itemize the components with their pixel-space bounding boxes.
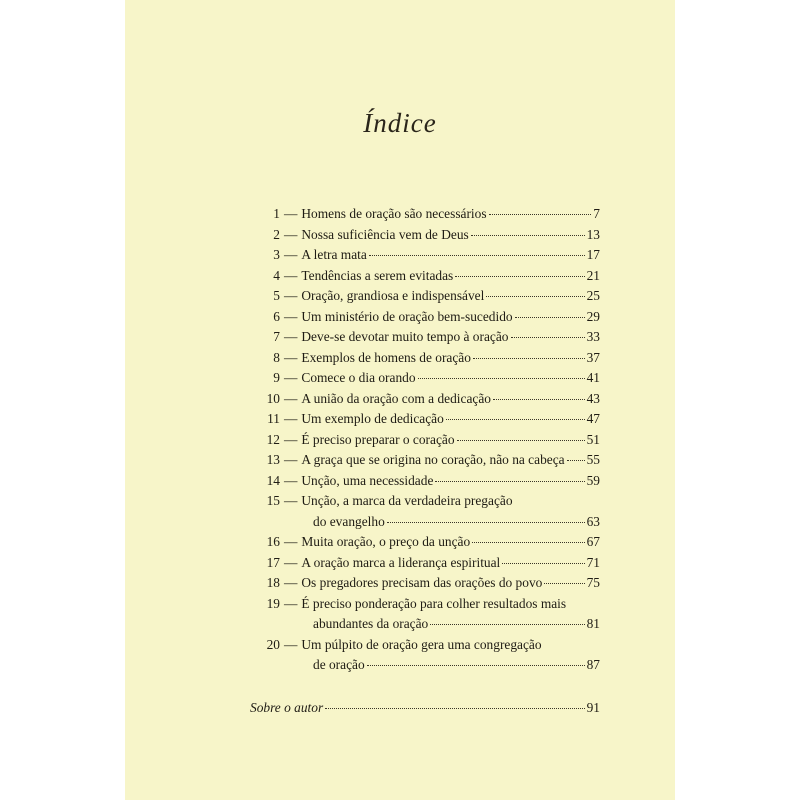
chapter-number: 20 bbox=[266, 636, 280, 652]
chapter-number: 3 bbox=[273, 247, 280, 262]
chapter-title: Unção, a marca da verdadeira pregação bbox=[301, 493, 513, 508]
toc-entry-about-author bbox=[250, 698, 600, 719]
page-number: 59 bbox=[586, 472, 600, 488]
toc-entry-line bbox=[250, 327, 600, 348]
chapter-title: Homens de oração são necessários bbox=[301, 206, 487, 221]
toc-entry-line bbox=[250, 266, 600, 287]
chapter-number: 17 bbox=[266, 554, 280, 570]
chapter-dash: — bbox=[284, 267, 298, 283]
page-number: 33 bbox=[586, 329, 600, 344]
chapter-number: 6 bbox=[273, 308, 280, 324]
dot-leader bbox=[367, 664, 585, 666]
toc-entry bbox=[250, 266, 600, 287]
chapter-dash: — bbox=[284, 411, 298, 426]
page-number: 91 bbox=[586, 699, 600, 715]
chapter-dash: — bbox=[284, 636, 298, 652]
chapter-title: A união da oração com a dedicação bbox=[301, 390, 491, 406]
toc-entry bbox=[250, 327, 600, 348]
dot-leader bbox=[446, 418, 585, 420]
dot-leader bbox=[387, 521, 585, 523]
toc-entry bbox=[250, 368, 600, 389]
page-number: 67 bbox=[586, 534, 600, 549]
toc-entry bbox=[250, 553, 600, 574]
dot-leader bbox=[435, 480, 584, 482]
chapter-dash: — bbox=[284, 349, 298, 365]
chapter-title: Comece o dia orando bbox=[301, 370, 416, 385]
chapter-title: Os pregadores precisam das orações do povo bbox=[301, 575, 543, 590]
toc-entry-line bbox=[250, 532, 600, 553]
page-number: 87 bbox=[586, 657, 600, 672]
toc-entry-line bbox=[250, 389, 600, 410]
toc-entry bbox=[250, 532, 600, 553]
dot-leader bbox=[511, 336, 585, 338]
chapter-title: Um púlpito de oração gera uma congregação bbox=[301, 636, 542, 652]
chapter-number: 14 bbox=[266, 472, 280, 488]
chapter-number: 16 bbox=[266, 534, 280, 549]
chapter-title: Exemplos de homens de oração bbox=[301, 349, 471, 365]
dot-leader bbox=[489, 213, 592, 215]
toc-entry bbox=[250, 286, 600, 307]
page-number: 41 bbox=[586, 370, 600, 385]
chapter-dash: — bbox=[284, 247, 298, 262]
chapter-title: Nossa suficiência vem de Deus bbox=[301, 226, 469, 242]
chapter-dash: — bbox=[284, 534, 298, 549]
page-number: 51 bbox=[586, 431, 600, 447]
chapter-number: 18 bbox=[266, 575, 280, 590]
dot-leader bbox=[430, 623, 584, 625]
chapter-number: 7 bbox=[273, 329, 280, 344]
dot-leader bbox=[544, 582, 584, 584]
chapter-title: A letra mata bbox=[301, 247, 367, 262]
dot-leader bbox=[493, 398, 585, 400]
toc-entry-line bbox=[250, 348, 600, 369]
toc-entry bbox=[250, 389, 600, 410]
chapter-dash: — bbox=[284, 431, 298, 447]
book-page bbox=[125, 0, 675, 800]
toc-entry-line bbox=[250, 655, 600, 676]
toc-entry bbox=[250, 348, 600, 369]
chapter-number: 13 bbox=[266, 452, 280, 467]
toc-entry bbox=[250, 471, 600, 492]
dot-leader bbox=[418, 377, 585, 379]
chapter-number: 8 bbox=[273, 349, 280, 365]
toc-entry-line bbox=[250, 512, 600, 533]
toc-entry bbox=[250, 450, 600, 471]
page-number: 63 bbox=[586, 513, 600, 529]
chapter-dash: — bbox=[284, 226, 298, 242]
page-number: 29 bbox=[586, 308, 600, 324]
dot-leader bbox=[457, 439, 585, 441]
toc-entry-line bbox=[250, 553, 600, 574]
dot-leader bbox=[369, 254, 585, 256]
dot-leader bbox=[473, 357, 585, 359]
toc-entry bbox=[250, 573, 600, 594]
page-number: 37 bbox=[586, 349, 600, 365]
chapter-title: abundantes da oração bbox=[313, 616, 429, 631]
toc-entry bbox=[250, 409, 600, 430]
chapter-title: Tendências a serem evitadas bbox=[301, 267, 454, 283]
chapter-title: Um ministério de oração bem-sucedido bbox=[301, 308, 513, 324]
chapter-dash: — bbox=[284, 554, 298, 570]
chapter-title: Oração, grandiosa e indispensável bbox=[301, 288, 485, 303]
dot-leader bbox=[471, 234, 585, 236]
page-title: Índice bbox=[363, 108, 437, 138]
chapter-title: É preciso preparar o coração bbox=[301, 431, 455, 447]
page-number: 43 bbox=[586, 390, 600, 406]
dot-leader bbox=[472, 541, 584, 543]
toc-entry-line bbox=[250, 450, 600, 471]
chapter-dash: — bbox=[284, 308, 298, 324]
toc-entry bbox=[250, 204, 600, 225]
toc-entry-line bbox=[250, 409, 600, 430]
chapter-dash: — bbox=[284, 390, 298, 406]
chapter-dash: — bbox=[284, 452, 298, 467]
chapter-title: Deve-se devotar muito tempo à oração bbox=[301, 329, 509, 344]
chapter-number: 9 bbox=[273, 370, 280, 385]
page-number: 17 bbox=[586, 247, 600, 262]
dot-leader bbox=[486, 295, 584, 297]
toc-entry-line bbox=[250, 614, 600, 635]
chapter-number: 4 bbox=[273, 267, 280, 283]
dot-leader bbox=[515, 316, 585, 318]
toc-entry bbox=[250, 225, 600, 246]
chapter-title: A oração marca a liderança espiritual bbox=[301, 554, 501, 570]
chapter-title: de oração bbox=[313, 657, 365, 672]
chapter-dash: — bbox=[284, 575, 298, 590]
page-number: 47 bbox=[586, 411, 600, 426]
chapter-title: A graça que se origina no coração, não na cabeça bbox=[301, 452, 565, 467]
toc-entry-line bbox=[250, 307, 600, 328]
chapter-title: do evangelho bbox=[313, 513, 385, 529]
chapter-dash: — bbox=[284, 370, 298, 385]
toc-entry-line bbox=[250, 635, 600, 656]
page-number: 7 bbox=[593, 206, 600, 221]
chapter-number: 11 bbox=[267, 411, 280, 426]
chapter-dash: — bbox=[284, 329, 298, 344]
chapter-title: Unção, uma necessidade bbox=[301, 472, 434, 488]
page-number: 55 bbox=[586, 452, 600, 467]
chapter-number: 10 bbox=[266, 390, 280, 406]
toc-entry-line bbox=[250, 245, 600, 266]
chapter-dash: — bbox=[284, 472, 298, 488]
page-number: 13 bbox=[586, 226, 600, 242]
chapter-number: 19 bbox=[266, 595, 280, 611]
chapter-dash: — bbox=[284, 288, 298, 303]
page-number: 25 bbox=[586, 288, 600, 303]
page-number: 71 bbox=[586, 554, 600, 570]
toc-entry-line bbox=[250, 204, 600, 225]
toc-entry-line bbox=[250, 491, 600, 512]
chapter-number: 15 bbox=[266, 493, 280, 508]
chapter-title: É preciso ponderação para colher resultados mais bbox=[301, 595, 567, 611]
table-of-contents bbox=[250, 204, 600, 718]
toc-entry bbox=[250, 245, 600, 266]
toc-entry bbox=[250, 430, 600, 451]
toc-entry-line bbox=[250, 368, 600, 389]
chapter-number: 5 bbox=[273, 288, 280, 303]
about-author-label: Sobre o autor bbox=[250, 699, 324, 715]
toc-entry bbox=[250, 491, 600, 532]
page-number: 81 bbox=[586, 616, 600, 631]
chapter-title: Muita oração, o preço da unção bbox=[301, 534, 471, 549]
chapter-dash: — bbox=[284, 595, 298, 611]
dot-leader bbox=[455, 275, 584, 277]
toc-entry-line bbox=[250, 286, 600, 307]
dot-leader bbox=[567, 459, 585, 461]
toc-entry bbox=[250, 594, 600, 635]
dot-leader bbox=[325, 707, 584, 709]
toc-entry-line bbox=[250, 430, 600, 451]
toc-entry bbox=[250, 635, 600, 676]
toc-entry-line bbox=[250, 225, 600, 246]
chapter-dash: — bbox=[284, 493, 298, 508]
toc-entry-line bbox=[250, 594, 600, 615]
chapter-number: 1 bbox=[273, 206, 280, 221]
page-number: 21 bbox=[586, 267, 600, 283]
chapter-title: Um exemplo de dedicação bbox=[301, 411, 444, 426]
toc-spacer bbox=[250, 676, 600, 698]
toc-entry bbox=[250, 307, 600, 328]
chapter-number: 2 bbox=[273, 226, 280, 242]
toc-entry-line bbox=[250, 573, 600, 594]
chapter-dash: — bbox=[284, 206, 298, 221]
chapter-number: 12 bbox=[266, 431, 280, 447]
page-number: 75 bbox=[586, 575, 600, 590]
toc-entry-line bbox=[250, 471, 600, 492]
dot-leader bbox=[502, 562, 584, 564]
